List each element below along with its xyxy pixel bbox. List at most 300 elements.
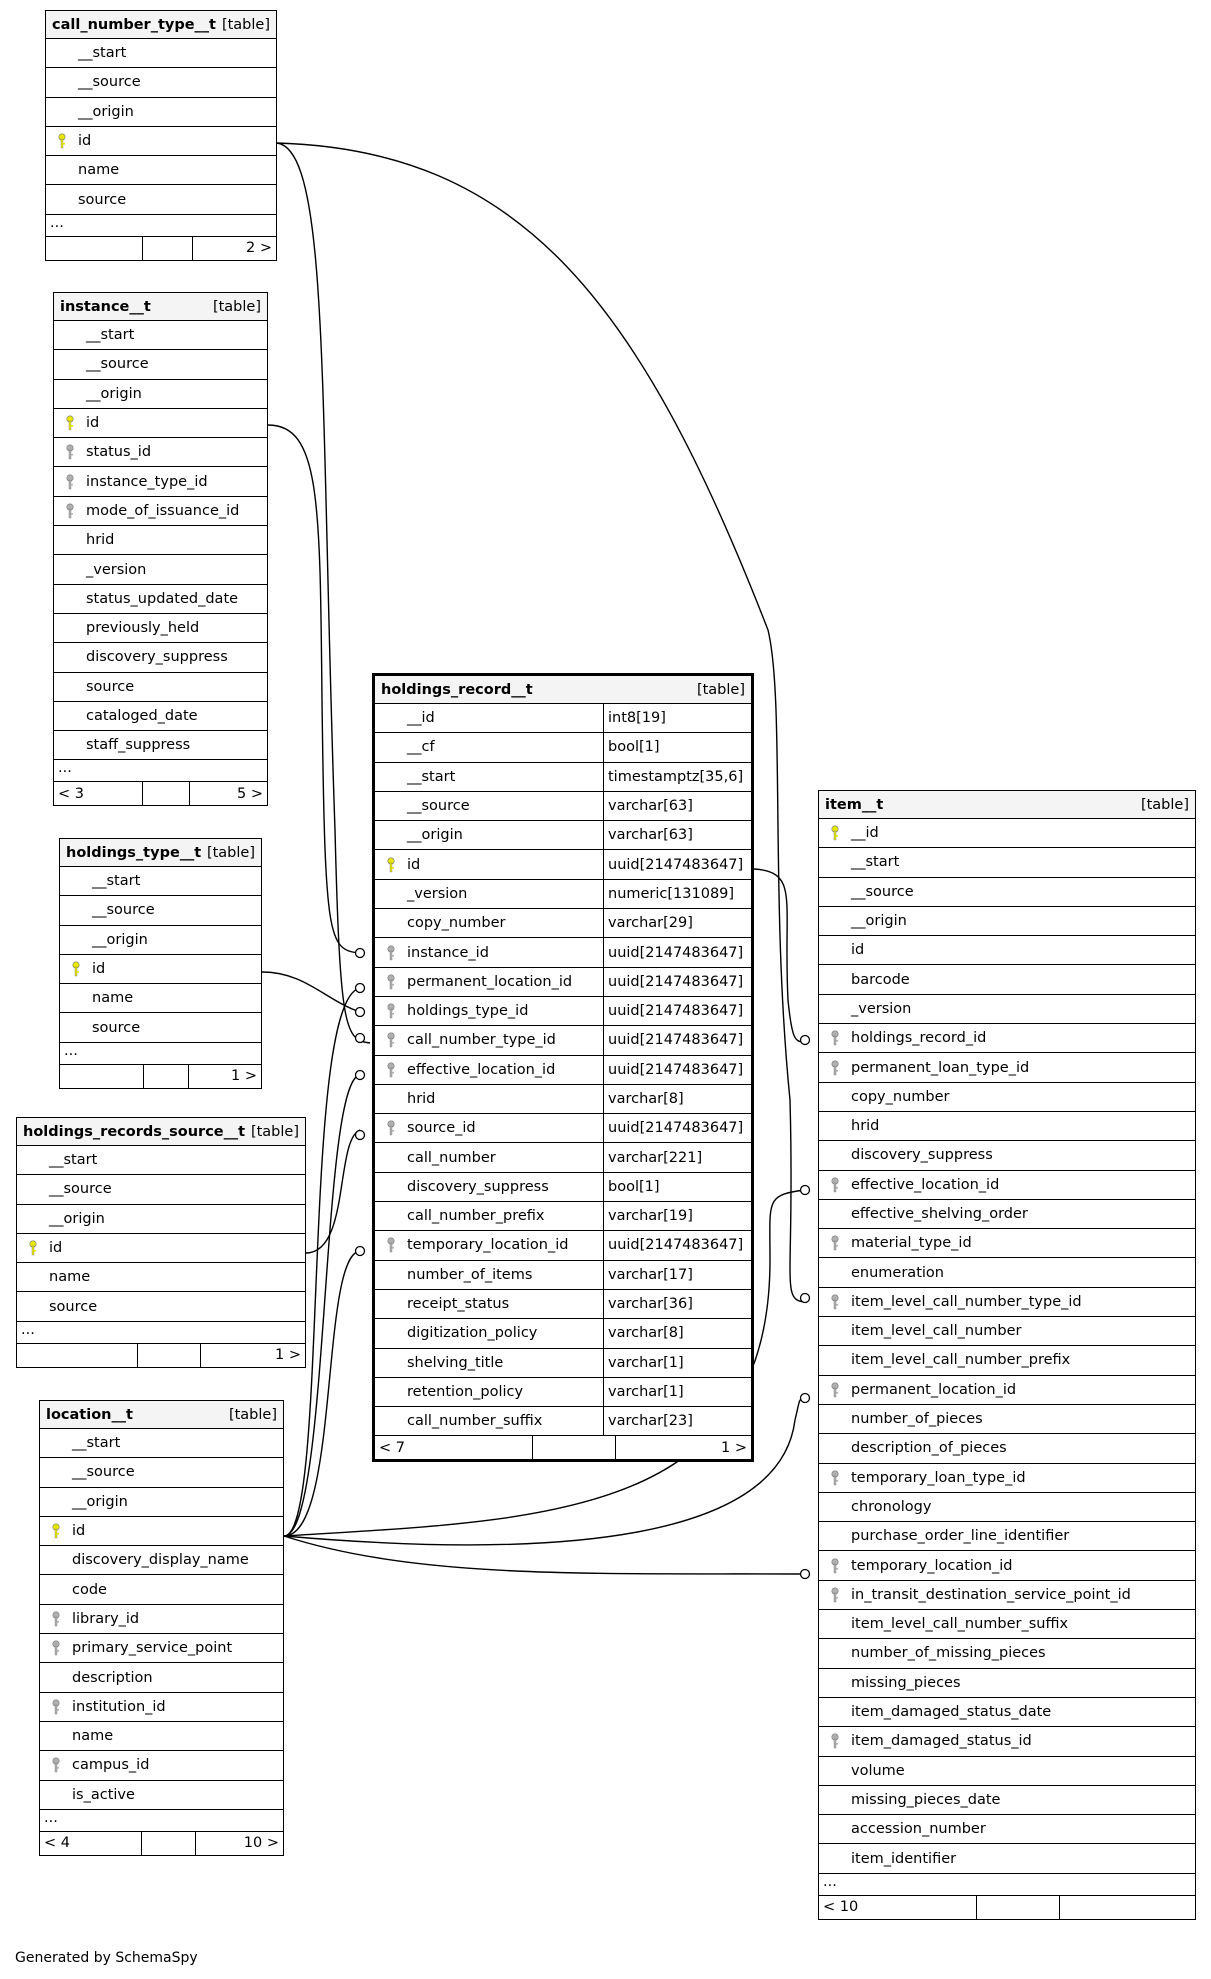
column-row[interactable] [54,614,267,643]
column-row[interactable] [60,867,261,896]
column-name: instance_type_id [86,473,208,490]
parents-count[interactable] [17,1344,138,1367]
column-name: __origin [851,913,907,930]
column-name: purchase_order_line_identifier [851,1528,1070,1545]
foreign-key-icon [819,1382,851,1398]
table-footer [17,1344,305,1367]
column-row[interactable] [40,1517,283,1546]
column-row[interactable] [54,585,267,614]
column-row[interactable] [375,1378,751,1407]
table-holdings-records-source-t[interactable] [16,1117,306,1368]
rows-count [144,1065,188,1088]
children-count[interactable] [1060,1896,1195,1919]
column-name: id [92,961,106,978]
column-name: id [72,1523,86,1540]
column-row[interactable] [46,127,276,156]
column-row[interactable] [819,1493,1195,1522]
column-type: varchar[17] [603,1261,751,1289]
children-count[interactable]: 10 > [243,1835,279,1852]
column-row[interactable] [375,763,751,792]
column-type: bool[1] [603,1173,751,1201]
column-name: name [92,990,134,1007]
edge-end-circle [356,1008,365,1017]
edge-instance-to-holdings [268,425,360,953]
foreign-key-icon [40,1611,72,1627]
column-name: id [78,133,92,150]
column-name: temporary_location_id [851,1557,1013,1574]
column-name: _version [86,561,147,578]
parents-count[interactable]: < 3 [54,782,143,805]
column-row[interactable] [819,1698,1195,1727]
rows-count [138,1344,201,1367]
column-row[interactable] [54,526,267,555]
column-row[interactable] [60,984,261,1013]
foreign-key-icon [819,1470,851,1486]
column-name: discovery_suppress [851,1147,993,1164]
column-type: timestamptz[35,6] [603,763,751,791]
column-row[interactable] [819,1757,1195,1786]
column-row[interactable] [40,1693,283,1722]
column-row[interactable] [40,1634,283,1663]
column-name: effective_location_id [851,1176,1000,1193]
primary-key-icon [40,1523,72,1539]
column-type: varchar[8] [603,1319,751,1347]
column-name: digitization_policy [407,1325,538,1342]
column-row[interactable] [40,1458,283,1487]
column-row[interactable] [819,1669,1195,1698]
column-row[interactable] [819,907,1195,936]
column-row[interactable] [819,1141,1195,1170]
column-name: item_level_call_number [851,1323,1022,1340]
column-row[interactable] [375,1026,751,1055]
column-row[interactable] [375,1407,751,1436]
table-name: call_number_type__t [52,16,216,33]
column-name: volume [851,1762,905,1779]
column-name: __source [78,74,141,91]
column-type: uuid[2147483647] [603,968,751,996]
column-row[interactable] [60,1013,261,1042]
rows-count [533,1436,616,1459]
column-row[interactable] [819,1229,1195,1258]
column-row[interactable] [60,896,261,925]
foreign-key-icon [819,1558,851,1574]
column-name: number_of_missing_pieces [851,1645,1046,1662]
column-name: barcode [851,971,910,988]
column-name: institution_id [72,1698,166,1715]
column-name: item_damaged_status_id [851,1733,1032,1750]
column-type: uuid[2147483647] [603,997,751,1025]
table-footer [46,237,276,260]
column-name: description_of_pieces [851,1440,1007,1457]
column-row[interactable] [375,1173,751,1202]
foreign-key-icon [375,974,407,990]
column-row[interactable] [375,938,751,967]
column-name: __start [86,327,135,344]
column-name: is_active [72,1786,135,1803]
column-row[interactable] [375,1319,751,1348]
column-name: permanent_loan_type_id [851,1059,1030,1076]
column-type: uuid[2147483647] [603,938,751,966]
column-name: __start [78,45,127,62]
column-name: source [49,1298,98,1315]
column-name: effective_shelving_order [851,1206,1028,1222]
column-row[interactable] [819,1434,1195,1463]
foreign-key-icon [375,1062,407,1078]
column-name: discovery_suppress [407,1178,549,1195]
column-row[interactable] [819,878,1195,907]
table-name: holdings_records_source__t [23,1123,246,1140]
column-name: accession_number [851,1821,986,1838]
column-type: numeric[131089] [603,880,751,908]
column-row[interactable] [819,1464,1195,1493]
column-name: source [92,1019,141,1036]
column-row[interactable] [54,380,267,409]
column-row[interactable] [17,1234,305,1263]
rows-count [977,1896,1060,1919]
column-row[interactable] [819,1639,1195,1668]
column-name: __cf [407,739,435,756]
parents-count[interactable] [60,1065,144,1088]
column-row[interactable] [819,848,1195,877]
column-name: source [78,191,127,208]
primary-key-icon [46,133,78,149]
column-row[interactable] [819,1258,1195,1287]
table-header[interactable] [17,1118,305,1146]
column-row[interactable] [40,1781,283,1810]
column-row[interactable] [375,1290,751,1319]
table-header[interactable] [46,11,276,39]
column-row[interactable] [17,1175,305,1204]
parents-count[interactable]: < 10 [819,1896,977,1919]
column-row[interactable] [375,968,751,997]
column-name: __start [92,873,141,890]
column-name: id [851,942,865,959]
column-type: varchar[221] [603,1143,751,1171]
table-item-t[interactable] [818,790,1196,1920]
column-row[interactable] [819,1844,1195,1873]
column-row[interactable] [375,821,751,850]
column-name: library_id [72,1610,140,1627]
column-row[interactable] [40,1722,283,1751]
more-columns-indicator: ... [40,1810,283,1832]
edge-end-circle [356,949,365,958]
table-footer [40,1832,283,1855]
primary-key-icon [60,961,92,977]
column-row[interactable] [819,1171,1195,1200]
column-name: receipt_status [407,1296,510,1313]
more-columns-indicator: ... [60,1043,261,1065]
column-row[interactable] [46,185,276,214]
column-row[interactable] [60,926,261,955]
column-row[interactable] [46,156,276,185]
column-name: temporary_loan_type_id [851,1469,1026,1486]
column-name: retention_policy [407,1383,524,1400]
edge-end-circle [801,1394,810,1403]
column-row[interactable] [54,438,267,467]
column-row[interactable] [54,497,267,526]
edge-end-circle [356,1034,365,1043]
column-name: call_number [407,1149,496,1166]
column-name: item_level_call_number_prefix [851,1352,1071,1369]
primary-key-icon [17,1240,49,1256]
primary-key-icon [819,825,851,841]
table-holdings-type-t[interactable] [59,838,262,1089]
children-count[interactable]: 2 > [246,240,272,257]
column-row[interactable] [375,1056,751,1085]
primary-key-icon [375,857,407,873]
column-row[interactable] [819,1551,1195,1580]
table-name: holdings_type__t [66,844,202,861]
column-row[interactable] [819,1317,1195,1346]
column-row[interactable] [819,1112,1195,1141]
table-location-t[interactable] [39,1400,284,1856]
column-row[interactable] [819,1405,1195,1434]
column-name: __origin [92,931,148,948]
column-row[interactable] [819,1727,1195,1756]
column-row[interactable] [40,1546,283,1575]
column-name: hrid [407,1091,436,1107]
column-row[interactable] [819,1610,1195,1639]
table-header[interactable] [375,676,751,704]
column-name: permanent_location_id [407,973,573,990]
column-row[interactable] [819,1288,1195,1317]
foreign-key-icon [819,1294,851,1310]
foreign-key-icon [819,1733,851,1749]
table-kind: [table] [228,1406,277,1423]
column-row[interactable] [375,997,751,1026]
column-name: status_updated_date [86,590,239,607]
column-row[interactable] [40,1605,283,1634]
edge-end-circle [801,1570,810,1579]
column-row[interactable] [375,909,751,938]
column-row[interactable] [375,1202,751,1231]
column-row[interactable] [819,965,1195,994]
column-type: varchar[1] [603,1349,751,1377]
foreign-key-icon [40,1757,72,1773]
column-name: item_level_call_number_type_id [851,1293,1082,1310]
column-name: temporary_location_id [407,1237,569,1254]
column-row[interactable] [54,350,267,379]
edge-end-circle [801,1186,810,1195]
column-name: __origin [72,1493,128,1510]
column-row[interactable] [17,1146,305,1175]
column-name: item_damaged_status_date [851,1704,1052,1721]
column-row[interactable] [375,1085,751,1114]
children-count[interactable]: 1 > [721,1439,747,1456]
column-row[interactable] [54,409,267,438]
column-row[interactable] [375,792,751,821]
foreign-key-icon [54,444,86,460]
column-row[interactable] [819,1200,1195,1229]
column-row[interactable] [46,98,276,127]
foreign-key-icon [40,1640,72,1656]
column-row[interactable] [46,39,276,68]
column-name: copy_number [851,1088,950,1105]
column-name: chronology [851,1498,932,1515]
table-holdings-record-t[interactable] [372,673,754,1462]
table-header[interactable] [54,293,267,321]
column-name: name [78,162,120,179]
column-row[interactable] [17,1205,305,1234]
column-type: varchar[63] [603,821,751,849]
table-name: location__t [46,1406,133,1423]
column-name: missing_pieces_date [851,1791,1001,1808]
column-row[interactable] [819,1815,1195,1844]
column-row[interactable] [54,321,267,350]
column-name: __start [407,768,456,785]
column-type: varchar[63] [603,792,751,820]
column-row[interactable] [17,1292,305,1321]
column-row[interactable] [819,936,1195,965]
children-count[interactable]: 1 > [275,1347,301,1364]
column-row[interactable] [819,1053,1195,1082]
table-header[interactable] [60,839,261,867]
column-row[interactable] [375,1349,751,1378]
foreign-key-icon [375,1003,407,1019]
column-name: __start [851,854,900,871]
column-row[interactable] [40,1663,283,1692]
column-name: campus_id [72,1757,150,1774]
parents-count[interactable]: < 7 [375,1436,533,1459]
column-name: discovery_display_name [72,1552,249,1569]
foreign-key-icon [375,945,407,961]
column-row[interactable] [54,702,267,731]
table-kind: [table] [221,16,270,33]
column-row[interactable] [819,1786,1195,1815]
column-name: staff_suppress [86,737,191,754]
foreign-key-icon [375,1237,407,1253]
table-kind: [table] [1140,796,1189,813]
column-row[interactable] [819,819,1195,848]
column-row[interactable] [40,1751,283,1780]
rows-count [143,782,190,805]
column-row[interactable] [54,673,267,702]
rows-count [142,1832,195,1855]
column-name: __source [86,356,149,373]
table-header[interactable] [819,791,1195,819]
column-row[interactable] [375,850,751,879]
column-name: permanent_location_id [851,1381,1017,1398]
column-row[interactable] [819,1083,1195,1112]
table-kind: [table] [212,298,261,315]
column-row[interactable] [54,731,267,760]
column-type: uuid[2147483647] [603,1231,751,1259]
column-name: __id [851,825,879,842]
column-row[interactable] [40,1575,283,1604]
column-row[interactable] [375,1261,751,1290]
edge-end-circle [801,1036,810,1045]
table-footer [375,1436,751,1459]
column-name: holdings_record_id [851,1030,987,1047]
column-name: source_id [407,1120,476,1137]
more-columns-indicator: ... [46,215,276,237]
column-name: __source [49,1181,112,1198]
column-name: __origin [407,827,463,844]
column-name: instance_id [407,944,489,961]
children-count[interactable]: 1 > [231,1068,257,1085]
column-type: uuid[2147483647] [603,850,751,878]
foreign-key-icon [819,1235,851,1251]
column-name: __source [851,883,914,900]
column-name: code [72,1581,107,1598]
parents-count[interactable]: < 4 [40,1832,142,1855]
column-name: missing_pieces [851,1674,961,1691]
column-name: __source [407,798,470,815]
table-name: holdings_record__t [381,681,533,698]
column-row[interactable] [375,880,751,909]
column-row[interactable] [375,733,751,762]
column-row[interactable] [375,1231,751,1260]
column-row[interactable] [40,1488,283,1517]
column-name: id [407,856,421,873]
column-row[interactable] [375,704,751,733]
column-type: varchar[8] [603,1085,751,1113]
column-row[interactable] [819,1581,1195,1610]
table-instance-t[interactable] [53,292,268,806]
foreign-key-icon [54,503,86,519]
edge-end-circle [801,1294,810,1303]
column-row[interactable] [17,1263,305,1292]
column-row[interactable] [375,1114,751,1143]
column-row[interactable] [54,555,267,584]
parents-count[interactable] [46,237,143,260]
table-header[interactable] [40,1401,283,1429]
table-footer [60,1065,261,1088]
primary-key-icon [54,415,86,431]
column-type: varchar[19] [603,1202,751,1230]
table-call-number-type-t[interactable] [45,10,277,261]
column-name: id [86,415,100,432]
column-name: __source [72,1464,135,1481]
rows-count [143,237,194,260]
column-row[interactable] [54,467,267,496]
column-row[interactable] [819,995,1195,1024]
column-name: source [86,678,135,695]
column-name: number_of_items [407,1266,533,1283]
column-name: __id [407,710,435,727]
foreign-key-icon [819,1060,851,1076]
column-name: number_of_pieces [851,1411,983,1428]
column-row[interactable] [54,643,267,672]
foreign-key-icon [819,1587,851,1603]
column-row[interactable] [46,68,276,97]
column-row[interactable] [819,1024,1195,1053]
column-row[interactable] [40,1429,283,1458]
column-name: _version [407,885,468,902]
column-name: previously_held [86,620,200,637]
more-columns-indicator: ... [17,1322,305,1344]
column-row[interactable] [819,1376,1195,1405]
column-row[interactable] [375,1143,751,1172]
column-name: __origin [78,103,134,120]
column-type: varchar[23] [603,1407,751,1435]
column-name: material_type_id [851,1235,972,1252]
edge-end-circle [356,984,365,993]
children-count[interactable]: 5 > [237,785,263,802]
column-row[interactable] [819,1346,1195,1375]
column-name: shelving_title [407,1354,504,1371]
column-name: name [72,1728,114,1745]
column-name: effective_location_id [407,1061,556,1078]
column-name: __origin [49,1210,105,1227]
column-row[interactable] [60,955,261,984]
table-kind: [table] [696,681,745,698]
column-name: in_transit_destination_service_point_id [851,1586,1131,1603]
column-name: call_number_suffix [407,1413,543,1430]
column-row[interactable] [819,1522,1195,1551]
column-type: uuid[2147483647] [603,1056,751,1084]
column-type: uuid[2147483647] [603,1114,751,1142]
